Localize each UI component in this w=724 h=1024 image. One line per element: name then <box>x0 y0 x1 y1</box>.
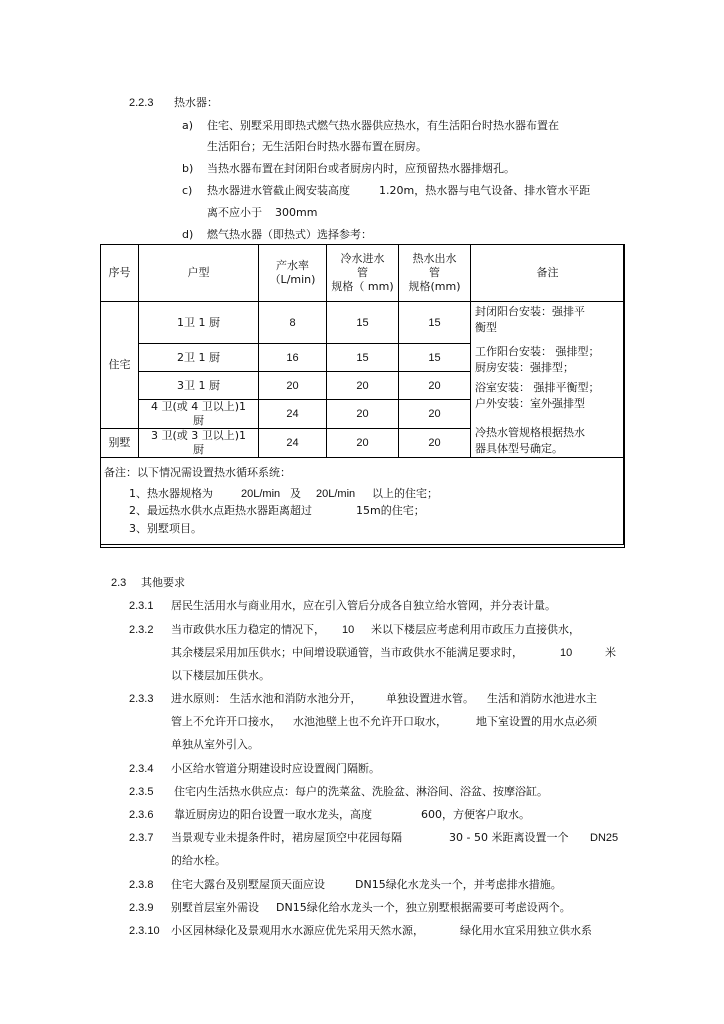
item-text: 300mm <box>275 206 318 219</box>
item-text: 热水器进水管截止阀安装高度 <box>207 184 350 197</box>
item-text: DN15绿化水龙头一个，并考虑排水措施。 <box>355 878 562 891</box>
item-tag: d) <box>182 228 194 241</box>
item-text: 的给水栓。 <box>171 854 226 867</box>
group-villa: 别墅 <box>101 429 139 458</box>
item-tag: b) <box>182 162 194 175</box>
header-cold-line: 规格（ mm) <box>331 280 394 293</box>
item-text: 当市政供水压力稳定的情况下， <box>171 623 325 636</box>
cell-type: 2卫 1 厨 <box>139 344 259 372</box>
cell-hot: 15 <box>399 302 471 344</box>
item-text: 以下楼层加压供水。 <box>171 669 270 682</box>
cell-cold: 15 <box>327 302 399 344</box>
note-line: 20L/min <box>316 488 356 500</box>
cell-type-line: 4 卫(或 4 卫以上)1 <box>150 400 247 413</box>
header-hot-line: 热水出水 <box>412 252 457 265</box>
cell-cold: 20 <box>327 400 399 429</box>
item-tag: c) <box>182 184 193 197</box>
item-text: 靠近厨房边的阳台设置一取水龙头，高度 <box>174 808 372 821</box>
header-flow <box>259 245 327 302</box>
cell-type <box>139 429 259 458</box>
item-text: 进水原则： 生活水池和消防水池分开， <box>171 692 362 705</box>
header-hot <box>399 245 471 302</box>
header-remark: 备注 <box>471 245 625 302</box>
cell-cold: 15 <box>327 344 399 372</box>
item-number: 2.3.10 <box>129 925 160 937</box>
header-no: 序号 <box>101 245 139 302</box>
cell-hot: 20 <box>399 400 471 429</box>
item-text: 别墅首层室外需设 <box>171 901 259 914</box>
cell-hot: 20 <box>399 429 471 458</box>
item-text: 600，方便客户取水。 <box>421 808 530 821</box>
note-line: 1、热水器规格为 <box>129 487 213 500</box>
item-text: 小区给水管道分期建设时应设置阀门隔断。 <box>171 762 380 775</box>
note-line: 3、别墅项目。 <box>129 522 202 535</box>
cell-flow: 8 <box>259 302 327 344</box>
item-text: 生活和消防水池进水主 <box>487 692 597 705</box>
item-tag: a) <box>182 119 194 132</box>
item-number: 2.3.9 <box>129 902 154 914</box>
header-cold-line: 管 <box>357 266 368 279</box>
cell-hot: 15 <box>399 344 471 372</box>
item-number: 2.3.8 <box>129 879 154 891</box>
table-header-row <box>101 245 625 302</box>
group-residence: 住宅 <box>101 302 139 429</box>
water-heater-table <box>100 244 625 548</box>
remark-line: 冷热水管规格根据热水 <box>475 426 585 439</box>
item-text: 水池池壁上也不允许开口取水， <box>293 715 447 728</box>
item-text: 绿化用水宜采用独立供水系 <box>460 924 592 937</box>
cell-remark <box>471 302 625 458</box>
cell-flow: 20 <box>259 372 327 400</box>
cell-flow: 16 <box>259 344 327 372</box>
item-text: 小区园林绿化及景观用水水源应优先采用天然水源， <box>171 924 424 937</box>
cell-hot: 20 <box>399 372 471 400</box>
item-text: DN15绿化给水龙头一个，独立别墅根据需要可考虑设两个。 <box>276 901 571 914</box>
table-row <box>101 302 625 344</box>
item-text: 居民生活用水与商业用水，应在引入管后分成各自独立给水管网，并分表计量。 <box>171 599 556 612</box>
remark-line: 封闭阳台安装：强排平 <box>475 305 585 318</box>
item-number: 2.3.2 <box>129 624 154 636</box>
item-text: 单独设置进水管。 <box>386 692 474 705</box>
remark-line: 器具体型号确定。 <box>475 442 563 455</box>
item-number: 2.3.6 <box>129 809 154 821</box>
note-line: 以上的住宅； <box>372 487 438 500</box>
item-text: 燃气热水器（即热式）选择参考： <box>207 228 372 241</box>
header-flow-line: 产水率 <box>276 259 309 272</box>
note-line: 2、最远热水供水点距热水器距离超过 <box>129 504 312 517</box>
item-number: 2.3.4 <box>129 763 154 775</box>
item-text: 30 - 50 米距离设置一个 <box>449 831 569 844</box>
item-text: DN25 <box>590 832 619 844</box>
cell-type-line: 厨 <box>193 443 204 456</box>
note-line: 15m的住宅； <box>356 504 425 517</box>
item-number: 2.3.7 <box>129 832 154 844</box>
header-cold-line: 冷水进水 <box>340 252 385 265</box>
item-text: 米 <box>605 646 616 659</box>
header-type: 户型 <box>139 245 259 302</box>
note-title: 备注：以下情况需设置热水循环系统： <box>104 466 291 479</box>
item-text: 管上不允许开口接水， <box>171 715 281 728</box>
header-flow-line: （L/min) <box>269 273 316 286</box>
item-text: 住宅大露台及别墅屋顶天面应设 <box>171 878 325 891</box>
note-line: 及 <box>290 487 301 500</box>
cell-flow: 24 <box>259 400 327 429</box>
cell-cold: 20 <box>327 429 399 458</box>
header-hot-line: 管 <box>429 266 440 279</box>
section-title: 其他要求 <box>141 576 185 589</box>
item-text: 米以下楼层应考虑利用市政压力直接供水， <box>371 623 580 636</box>
cell-type <box>139 400 259 429</box>
item-text: 住宅、别墅采用即热式燃气热水器供应热水，有生活阳台时热水器布置在 <box>207 119 559 132</box>
item-text: 当景观专业未提条件时，裙房屋顶空中花园每隔 <box>171 831 402 844</box>
remark-line: 工作阳台安装： 强排型； <box>475 345 600 358</box>
item-number: 2.3.3 <box>129 693 154 705</box>
header-cold <box>327 245 399 302</box>
item-number: 2.3.5 <box>129 786 154 798</box>
item-text: 10 <box>560 647 573 659</box>
cell-type-line: 厨 <box>193 414 204 427</box>
note-line: 20L/min <box>241 488 281 500</box>
cell-type-line: 3 卫(或 3 卫以上)1 <box>150 429 247 442</box>
cell-type: 3卫 1 厨 <box>139 372 259 400</box>
header-hot-line: 规格(mm) <box>408 280 461 293</box>
item-text: 当热水器布置在封闭阳台或者厨房内时，应预留热水器排烟孔。 <box>207 162 515 175</box>
item-number: 2.3.1 <box>129 600 154 612</box>
remark-line: 户外安装：室外强排型 <box>475 397 585 410</box>
item-text: 1.20m，热水器与电气设备、排水管水平距 <box>379 184 591 197</box>
section-number: 2.2.3 <box>129 97 154 109</box>
item-text: 地下室设置的用水点必须 <box>476 715 597 728</box>
remark-line: 厨房安装：强排型； <box>475 361 574 374</box>
remark-line: 浴室安装： 强排平衡型； <box>475 381 600 394</box>
item-text: 离不应小于 <box>207 206 262 219</box>
item-text: 生活阳台；无生活阳台时热水器布置在厨房。 <box>207 140 427 153</box>
cell-cold: 20 <box>327 372 399 400</box>
section-number: 2.3 <box>111 577 127 589</box>
cell-flow: 24 <box>259 429 327 458</box>
section-title: 热水器： <box>174 96 218 109</box>
cell-type: 1卫 1 厨 <box>139 302 259 344</box>
remark-line: 衡型 <box>475 321 497 334</box>
item-text: 单独从室外引入。 <box>171 738 259 751</box>
item-text: 住宅内生活热水供应点：每户的洗菜盆、洗脸盆、淋浴间、浴盆、按摩浴缸。 <box>174 785 548 798</box>
item-text: 10 <box>342 624 355 636</box>
item-text: 其余楼层采用加压供水；中间增设联通管，当市政供水不能满足要求时， <box>171 646 523 659</box>
